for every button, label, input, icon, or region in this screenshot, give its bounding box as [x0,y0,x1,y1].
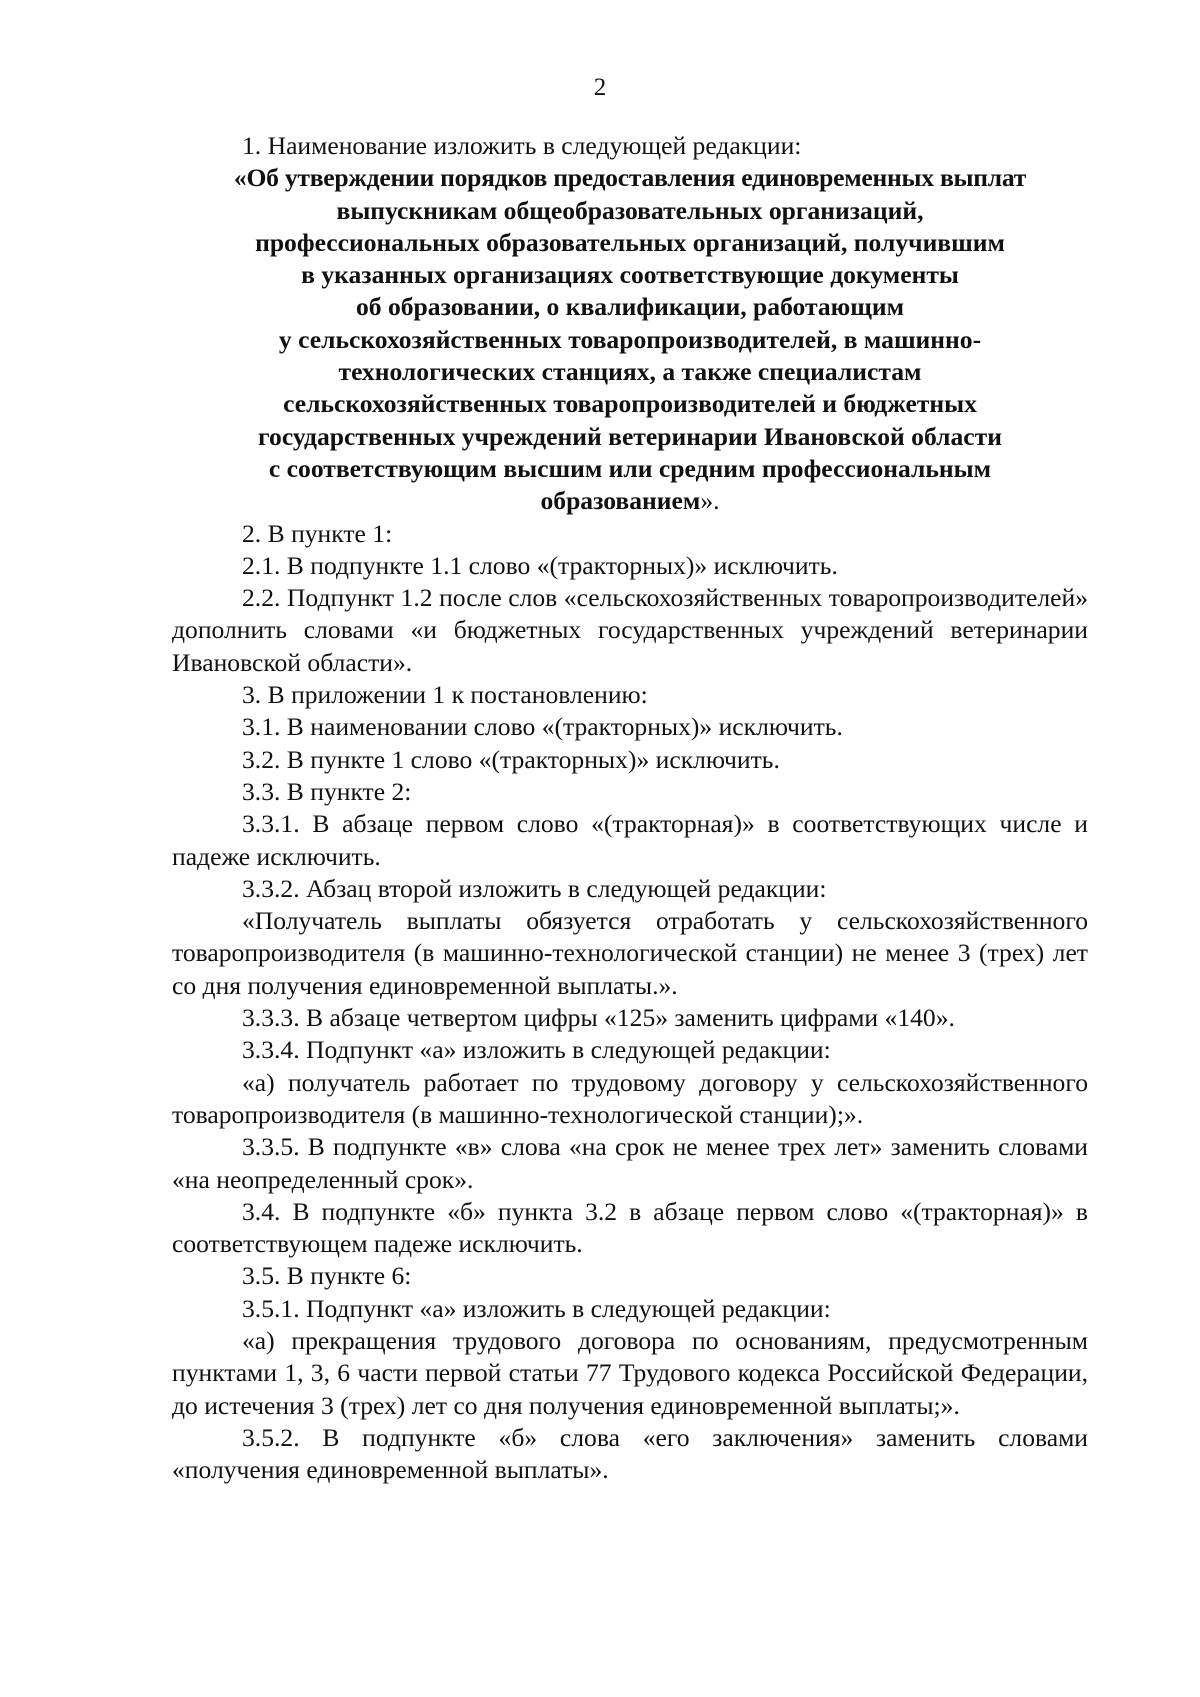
paragraph-3-3-3: 3.3.3. В абзаце четвертом цифры «125» заменить цифрами «140». [242,1003,955,1033]
paragraph-3-3-5: 3.3.5. В подпункте «в» слова «на срок не менее трех лет» заменить словами «на неопределенный срок». [172,1132,1088,1194]
paragraph-2: 2. В пункте 1: [242,518,393,548]
title-line: профессиональных образовательных организаций, получившим [255,227,1005,257]
title-line: об образовании, о квалификации, работающим [355,292,905,322]
paragraph-2-2: 2.2. Подпункт 1.2 после слов «сельскохозяйственных товаропроизводителей» дополнить словами «и бюджетных государственных учреждений ветеринарии Ивановской области». [172,583,1088,677]
title-line: образованием [540,486,701,516]
paragraph-3-4: 3.4. В подпункте «б» пункта 3.2 в абзаце первом слово «(тракторная)» в соответствующем падеже исключить. [172,1196,1088,1259]
paragraph-3-5-1: 3.5.1. Подпункт «а» изложить в следующей редакции: [242,1293,831,1323]
quoted-paragraph-recipient-obligation: «Получатель выплаты обязуется отработать у сельскохозяйственного товаропроизводителя (в машинно-технологической станции) не менее 3 (трех) лет со дня получения единовременной выплаты.». [172,906,1088,1000]
paragraph-3-3-2: 3.3.2. Абзац второй изложить в следующей редакции: [242,873,827,903]
title-last-line [172,485,1088,517]
paragraph-3-3-4: 3.3.4. Подпункт «а» изложить в следующей редакции: [242,1035,831,1065]
paragraph-3-3-1: 3.3.1. В абзаце первом слово «(тракторная)» в соответствующих числе и падеже исключить. [172,809,1088,871]
title-line: в указанных организациях соответствующие документы [301,260,959,290]
page-number: 2 [593,74,607,101]
paragraph-3-5: 3.5. В пункте 6: [242,1261,412,1291]
title-line: «Об утверждении порядков предоставления единовременных выплат [233,163,1027,193]
title-line: у сельскохозяйственных товаропроизводителей, в машинно- [278,324,982,354]
quoted-subitem-a-employment: «а) получатель работает по трудовому договору у сельскохозяйственного товаропроизводителя (в машинно-технологической станции);». [172,1067,1088,1129]
item-1-heading: 1. Наименование изложить в следующей редакции: [242,131,802,160]
quoted-subitem-a-termination: «а) прекращения трудового договора по основаниям, предусмотренным пунктами 1, 3, 6 части первой статьи 77 Трудового кодекса Российской Федерации, до истечения 3 (трех) лет со дня получения единовременной выплаты;». [172,1325,1088,1420]
paragraph-3: 3. В приложении 1 к постановлению: [242,680,648,710]
paragraph-3-3: 3.3. В пункте 2: [242,776,412,806]
title-line: государственных учреждений ветеринарии Ивановской области [258,421,1002,451]
document-body [172,130,1088,1486]
paragraph-3-2: 3.2. В пункте 1 слово «(тракторных)» исключить. [242,744,780,774]
resolution-title [172,162,1088,517]
title-closing-quote: ». [700,486,720,516]
paragraph-3-1: 3.1. В наименовании слово «(тракторных)» исключить. [242,712,843,742]
paragraph-2-1: 2.1. В подпункте 1.1 слово «(тракторных)» исключить. [242,550,838,580]
title-line: технологических станциях, а также специалистам [338,357,922,387]
paragraph-3-5-2: 3.5.2. В подпункте «б» слова «его заключения» заменить словами «получения единовременной выплаты». [172,1422,1088,1485]
title-line: с соответствующим высшим или средним профессиональным [268,453,992,483]
title-line: сельскохозяйственных товаропроизводителей и бюджетных [283,389,977,419]
title-line: выпускникам общеобразовательных организаций, [336,195,924,225]
